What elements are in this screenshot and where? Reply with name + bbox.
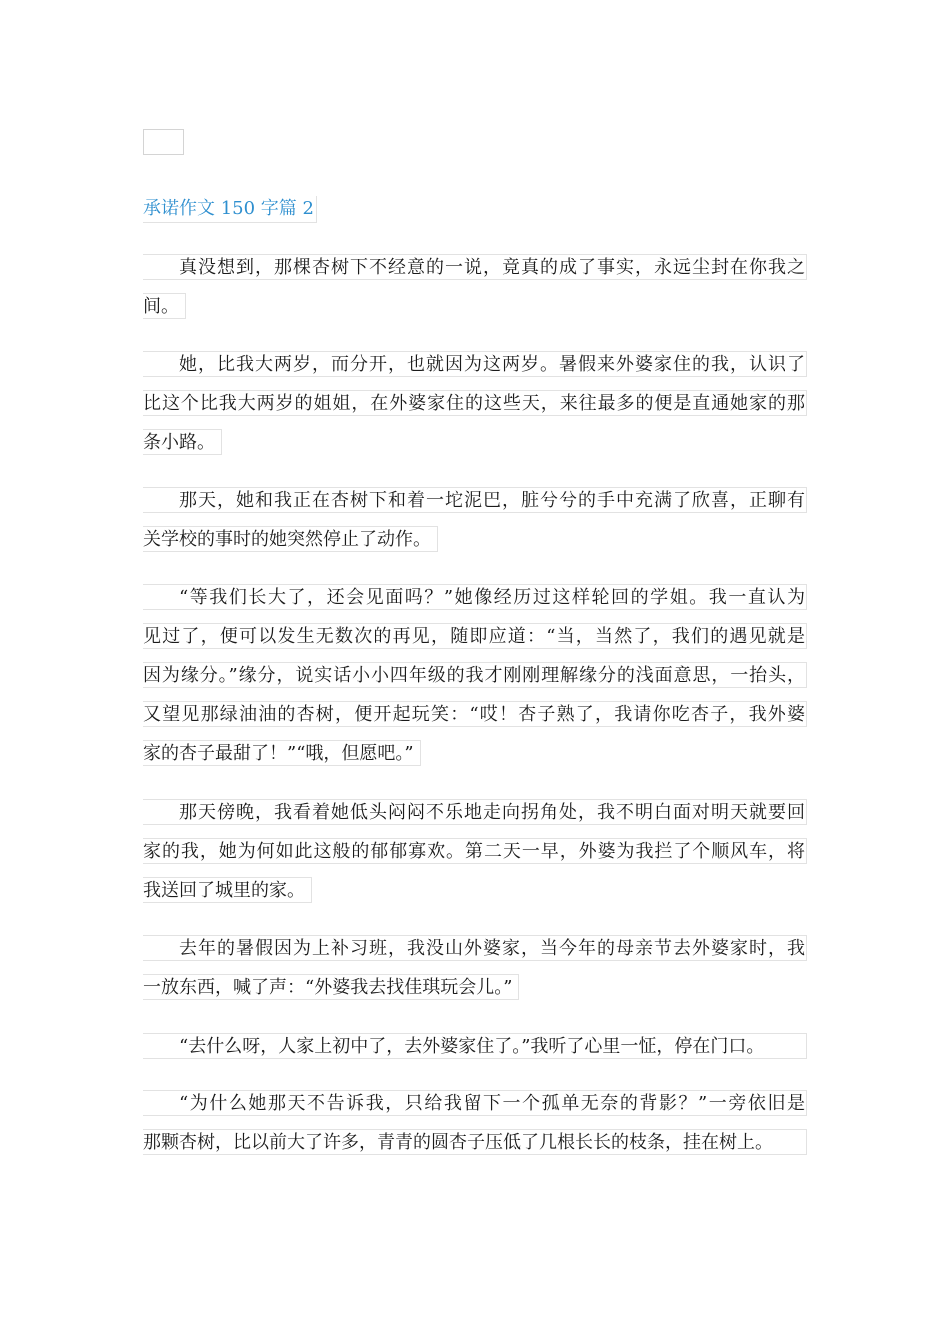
paragraph-line: 关学校的事时的她突然停止了动作。 [143, 526, 438, 552]
paragraph-line: 家的杏子最甜了！”“哦，但愿吧。” [143, 740, 421, 766]
paragraph-line: 间。 [143, 293, 186, 319]
paragraph-line: “去什么呀，人家上初中了，去外婆家住了。”我听了心里一怔，停在门口。 [143, 1033, 807, 1059]
paragraph-line: 她，比我大两岁，而分开，也就因为这两岁。暑假来外婆家住的我，认识了 [143, 351, 807, 377]
paragraph-line: 又望见那绿油油的杏树，便开起玩笑：“哎！杏子熟了，我请你吃杏子，我外婆 [143, 701, 807, 727]
paragraph-line: 因为缘分。”缘分，说实话小小四年级的我才刚刚理解缘分的浅面意思，一抬头， [143, 662, 807, 688]
essay-title: 承诺作文 150 字篇 2 [143, 196, 317, 223]
paragraph-line: 去年的暑假因为上补习班，我没山外婆家，当今年的母亲节去外婆家时，我 [143, 935, 807, 961]
paragraph-line: 条小路。 [143, 429, 222, 455]
paragraph-line: 见过了，便可以发生无数次的再见，随即应道：“当，当然了，我们的遇见就是 [143, 623, 807, 649]
paragraph-line: 真没想到，那棵杏树下不经意的一说，竟真的成了事实，永远尘封在你我之 [143, 254, 807, 280]
paragraph-line: 那天，她和我正在杏树下和着一坨泥巴，脏兮兮的手中充满了欣喜，正聊有 [143, 487, 807, 513]
paragraph-6 [143, 935, 807, 1017]
paragraph-1 [143, 254, 807, 336]
paragraph-line: 一放东西，喊了声：“外婆我去找佳琪玩会儿。” [143, 974, 519, 1000]
paragraph-3 [143, 487, 807, 569]
paragraph-line: 家的我，她为何如此这般的郁郁寡欢。第二天一早，外婆为我拦了个顺风车，将 [143, 838, 807, 864]
paragraph-8 [143, 1090, 807, 1168]
paragraph-4 [143, 584, 807, 783]
paragraph-line: “为什么她那天不告诉我，只给我留下一个孤单无奈的背影？”一旁依旧是 [143, 1090, 807, 1116]
paragraph-7 [143, 1033, 807, 1072]
empty-text-box [143, 129, 184, 155]
paragraph-2 [143, 351, 807, 472]
paragraph-line: “等我们长大了，还会见面吗？”她像经历过这样轮回的学姐。我一直认为 [143, 584, 807, 610]
paragraph-line: 那天傍晚，我看着她低头闷闷不乐地走向拐角处，我不明白面对明天就要回 [143, 799, 807, 825]
paragraph-line: 比这个比我大两岁的姐姐，在外婆家住的这些天，来往最多的便是直通她家的那 [143, 390, 807, 416]
paragraph-line: 那颗杏树，比以前大了许多，青青的圆杏子压低了几根长长的枝条，挂在树上。 [143, 1129, 807, 1155]
paragraph-5 [143, 799, 807, 920]
paragraph-line: 我送回了城里的家。 [143, 877, 312, 903]
